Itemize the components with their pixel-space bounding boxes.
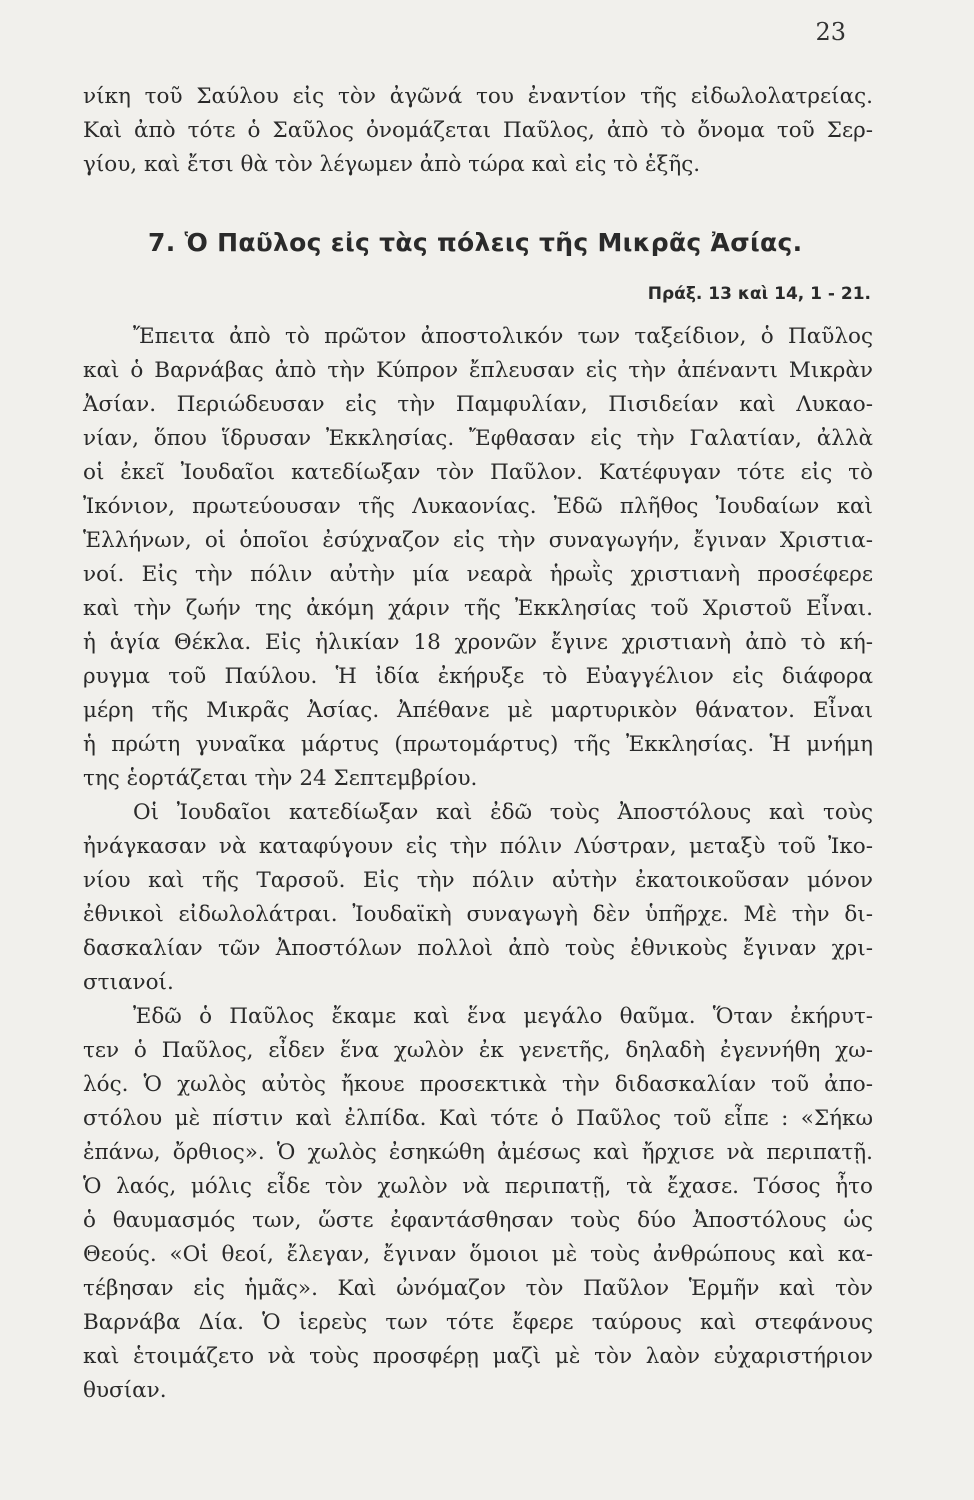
text-line: θυσίαν. bbox=[83, 1378, 167, 1403]
text-line: ἐπάνω, ὄρθιος». Ὁ χωλὸς ἐσηκώθη ἀμέσως καὶ ἤρχισε νὰ περιπατῇ. bbox=[83, 1140, 873, 1165]
text-line: καὶ ὁ Βαρνάβας ἀπὸ τὴν Κύπρον ἔπλευσαν εἰς τὴν ἀπέναντι Μικρὰν bbox=[83, 358, 873, 383]
text-line: λός. Ὁ χωλὸς αὐτὸς ἤκουε προσεκτικὰ τὴν διδασκαλίαν τοῦ ἀπο- bbox=[83, 1072, 873, 1097]
text-line: Ἐδῶ ὁ Παῦλος ἔκαμε καὶ ἕνα μεγάλο θαῦμα. Ὅταν ἐκήρυτ- bbox=[133, 1004, 873, 1029]
text-line: καὶ τὴν ζωήν της ἀκόμη χάριν τῆς Ἐκκλησίας τοῦ Χριστοῦ Εἶναι. bbox=[83, 596, 873, 621]
text-line: ρυγμα τοῦ Παύλου. Ἡ ἰδία ἐκήρυξε τὸ Εὐαγγέλιον εἰς διάφορα bbox=[83, 664, 873, 689]
text-line: Οἱ Ἰουδαῖοι κατεδίωξαν καὶ ἐδῶ τοὺς Ἀποστόλους καὶ τοὺς bbox=[133, 800, 873, 825]
text-line: ἐθνικοὶ εἰδωλολάτραι. Ἰουδαϊκὴ συναγωγὴ δὲν ὑπῆρχε. Μὲ τὴν δι- bbox=[83, 902, 873, 927]
text-line: στόλου μὲ πίστιν καὶ ἐλπίδα. Καὶ τότε ὁ Παῦλος τοῦ εἶπε : «Σήκω bbox=[83, 1106, 873, 1131]
text-line: ὁ θαυμασμός των, ὥστε ἐφαντάσθησαν τοὺς δύο Ἀποστόλους ὡς bbox=[83, 1208, 873, 1233]
paragraph bbox=[83, 796, 873, 1000]
page-number: 23 bbox=[815, 18, 846, 46]
text-line: Θεούς. «Οἱ θεοί, ἔλεγαν, ἔγιναν ὅμοιοι μὲ τοὺς ἀνθρώπους καὶ κα- bbox=[83, 1242, 873, 1267]
section-title: 7. Ὁ Παῦλος εἰς τὰς πόλεις τῆς Μικρᾶς Ἀσίας. bbox=[148, 228, 803, 257]
text-line: Καὶ ἀπὸ τότε ὁ Σαῦλος ὀνομάζεται Παῦλος, ἀπὸ τὸ ὄνομα τοῦ Σερ- bbox=[83, 118, 873, 143]
text-line: δασκαλίαν τῶν Ἀποστόλων πολλοὶ ἀπὸ τοὺς ἐθνικοὺς ἔγιναν χρι- bbox=[83, 936, 873, 961]
text-line: γίου, καὶ ἔτσι θὰ τὸν λέγωμεν ἀπὸ τώρα καὶ εἰς τὸ ἑξῆς. bbox=[83, 152, 701, 177]
opening-text bbox=[83, 80, 873, 182]
text-line: νίκη τοῦ Σαύλου εἰς τὸν ἀγῶνά του ἐναντίον τῆς εἰδωλολατρείας. bbox=[83, 84, 873, 109]
text-line: νίου καὶ τῆς Ταρσοῦ. Εἰς τὴν πόλιν αὐτὴν ἐκατοικοῦσαν μόνον bbox=[83, 868, 873, 893]
body-text bbox=[83, 320, 873, 1408]
text-line: Ὁ λαός, μόλις εἶδε τὸν χωλὸν νὰ περιπατῇ, τὰ ἔχασε. Τόσος ἦτο bbox=[83, 1174, 873, 1199]
text-line: Ἀσίαν. Περιώδευσαν εἰς τὴν Παμφυλίαν, Πισιδείαν καὶ Λυκαο- bbox=[83, 392, 873, 417]
text-line: Ἰκόνιον, πρωτεύουσαν τῆς Λυκαονίας. Ἐδῶ πλῆθος Ἰουδαίων καὶ bbox=[83, 494, 873, 519]
text-line: στιανοί. bbox=[83, 970, 174, 995]
text-line: οἱ ἐκεῖ Ἰουδαῖοι κατεδίωξαν τὸν Παῦλον. Κατέφυγαν τότε εἰς τὸ bbox=[83, 460, 873, 485]
text-line: νοί. Εἰς τὴν πόλιν αὐτὴν μία νεαρὰ ἡρωῒς χριστιανὴ προσέφερε bbox=[83, 562, 873, 587]
paragraph bbox=[83, 320, 873, 796]
text-line: Βαρνάβα Δία. Ὁ ἱερεὺς των τότε ἔφερε ταύρους καὶ στεφάνους bbox=[83, 1310, 873, 1335]
text-line: μέρη τῆς Μικρᾶς Ἀσίας. Ἀπέθανε μὲ μαρτυρικὸν θάνατον. Εἶναι bbox=[83, 698, 873, 723]
text-line: ἡ ἁγία Θέκλα. Εἰς ἡλικίαν 18 χρονῶν ἔγινε χριστιανὴ ἀπὸ τὸ κή- bbox=[83, 630, 873, 655]
text-line: νίαν, ὅπου ἵδρυσαν Ἐκκλησίας. Ἔφθασαν εἰς τὴν Γαλατίαν, ἀλλὰ bbox=[83, 426, 873, 451]
scripture-reference: Πράξ. 13 καὶ 14, 1 - 21. bbox=[647, 284, 871, 304]
text-line: καὶ ἑτοιμάζετο νὰ τοὺς προσφέρῃ μαζὶ μὲ τὸν λαὸν εὐχαριστήριον bbox=[83, 1344, 873, 1369]
text-line: Ἑλλήνων, οἱ ὁποῖοι ἐσύχναζον εἰς τὴν συναγωγήν, ἔγιναν Χριστια- bbox=[83, 528, 873, 553]
paragraph bbox=[83, 1000, 873, 1408]
text-line: τέβησαν εἰς ἡμᾶς». Καὶ ὠνόμαζον τὸν Παῦλον Ἑρμῆν καὶ τὸν bbox=[83, 1276, 873, 1301]
text-line: ἠνάγκασαν νὰ καταφύγουν εἰς τὴν πόλιν Λύστραν, μεταξὺ τοῦ Ἰκο- bbox=[83, 834, 873, 859]
text-line: της ἑορτάζεται τὴν 24 Σεπτεμβρίου. bbox=[83, 766, 478, 791]
text-line: Ἔπειτα ἀπὸ τὸ πρῶτον ἀποστολικόν των ταξείδιον, ὁ Παῦλος bbox=[133, 324, 873, 349]
text-line: τεν ὁ Παῦλος, εἶδεν ἕνα χωλὸν ἐκ γενετῆς, δηλαδὴ ἐγεννήθη χω- bbox=[83, 1038, 873, 1063]
text-line: ἡ πρώτη γυναῖκα μάρτυς (πρωτομάρτυς) τῆς Ἐκκλησίας. Ἡ μνήμη bbox=[83, 732, 873, 757]
